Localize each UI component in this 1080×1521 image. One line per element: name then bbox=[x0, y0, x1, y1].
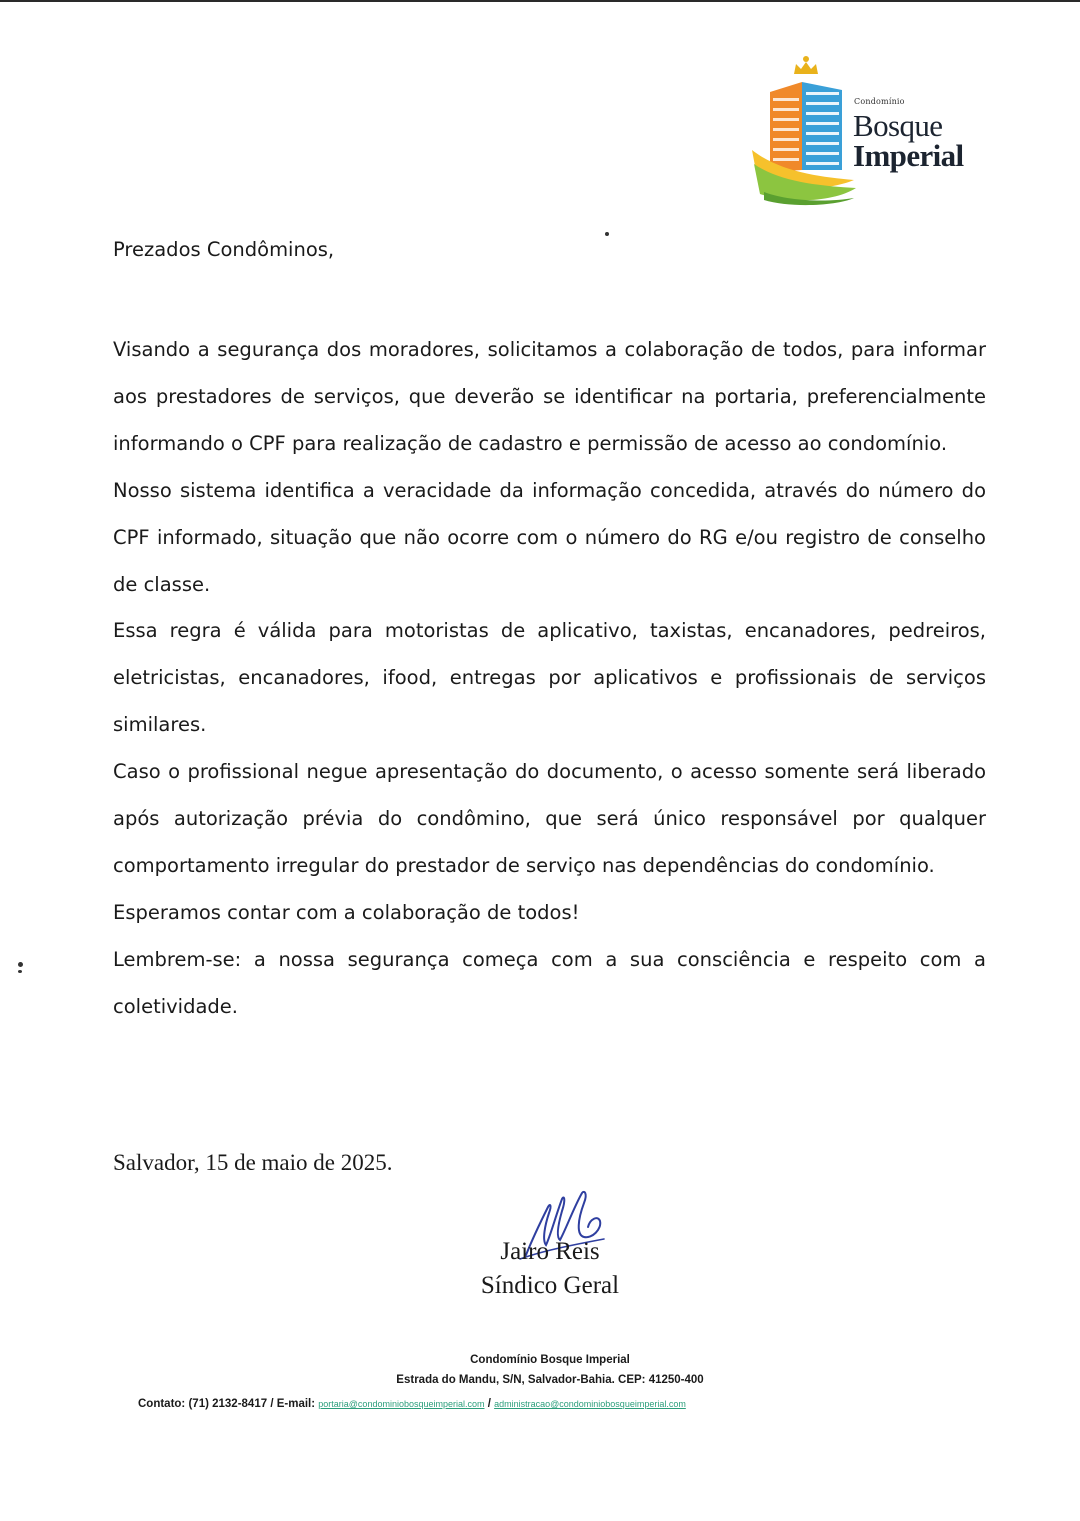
footer-name: Condomínio Bosque Imperial bbox=[470, 1354, 630, 1366]
signer-name: Jairo Reis bbox=[500, 1238, 600, 1265]
crown-icon bbox=[794, 56, 818, 74]
paragraph-security: Visando a segurança dos moradores, solicitamos a colaboração de todos, para informar aos prestadores de serviços, que deverão se identificar na portaria, preferencialmente informando o CPF para realização de cadastro e permissão de acesso ao condomínio. bbox=[113, 338, 986, 455]
email-link-2[interactable]: administracao@condominiobosqueimperial.com bbox=[494, 1399, 686, 1409]
greeting: Prezados Condôminos, bbox=[113, 238, 335, 261]
top-border bbox=[0, 0, 1080, 2]
email-label: E-mail: bbox=[276, 1398, 316, 1410]
email-link-1[interactable]: portaria@condominiobosqueimperial.com bbox=[318, 1399, 485, 1409]
signer-title: Síndico Geral bbox=[480, 1272, 620, 1299]
paragraph-rule: Essa regra é válida para motoristas de aplicativo, taxistas, encanadores, pedreiros, eletricistas, encanadores, ifood, entregas por aplicativos e profissionais de serviços similares. bbox=[113, 619, 986, 737]
scan-speck bbox=[18, 962, 23, 967]
scan-speck bbox=[18, 970, 22, 973]
letter-body bbox=[113, 327, 986, 1031]
footer-contact: Contato: (71) 2132-8417 / E-mail: portaria@condominiobosqueimperial.com / administracao@condominiobosqueimperial.com bbox=[138, 1398, 686, 1410]
contact-phone: (71) 2132-8417 bbox=[188, 1398, 268, 1410]
paragraph-system: Nosso sistema identifica a veracidade da informação concedida, através do número do CPF informado, situação que não ocorre com o número do RG e/ou registro de conselho de classe. bbox=[113, 478, 986, 596]
logo-small-label: Condomínio bbox=[854, 97, 905, 106]
date-line: Salvador, 15 de maio de 2025. bbox=[113, 1150, 393, 1175]
building-logo-icon bbox=[750, 52, 860, 207]
paragraph-refusal: Caso o profissional negue apresentação do documento, o acesso somente será liberado após autorização prévia do condômino, que será único responsável por qualquer comportamento irregular do prestador de serviço nas dependências do condomínio. bbox=[113, 760, 986, 877]
scan-speck bbox=[605, 232, 609, 236]
condominio-logo bbox=[750, 52, 1000, 207]
contact-label: Contato: bbox=[138, 1398, 186, 1410]
paragraph-reminder: Lembrem-se: a nossa segurança começa com a sua consciência e respeito com a coletividade. bbox=[113, 947, 986, 1018]
footer-address: Estrada do Mandu, S/N, Salvador-Bahia. CEP: 41250-400 bbox=[396, 1374, 704, 1386]
logo-word-imperial: Imperial bbox=[853, 138, 964, 173]
logo-word-bosque: Bosque bbox=[853, 108, 943, 143]
paragraph-collaboration: Esperamos contar com a colaboração de todos! bbox=[113, 900, 580, 924]
